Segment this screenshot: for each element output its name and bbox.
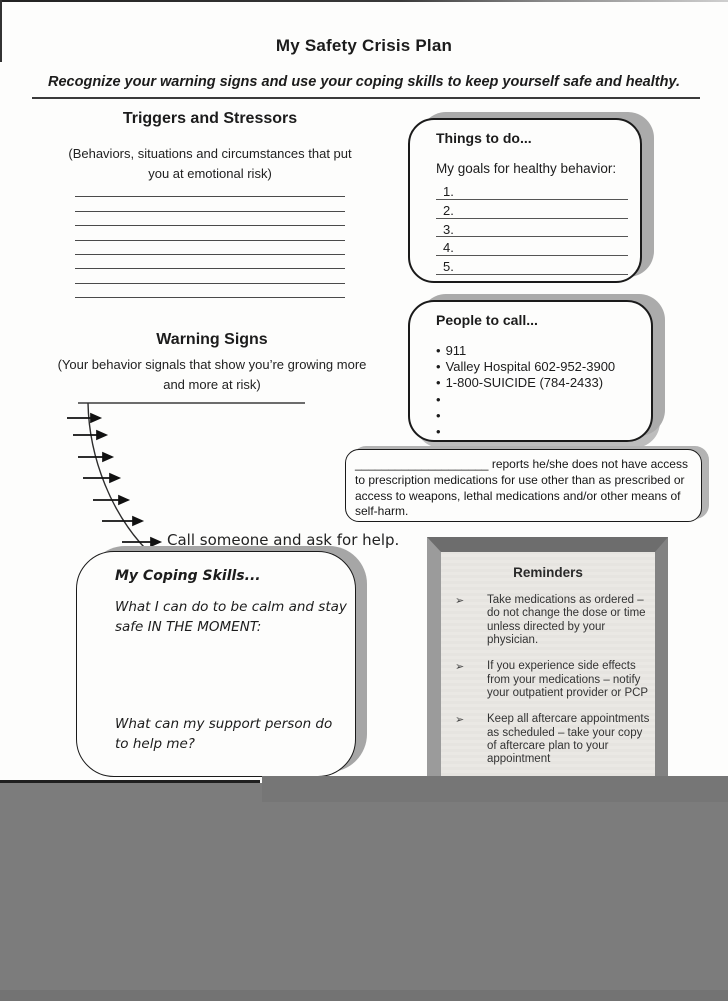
bullet-icon: •: [436, 343, 441, 358]
arrowhead-bullet-icon: ➢: [455, 595, 465, 607]
goals-list: [436, 181, 628, 275]
goal-number: 4.: [443, 240, 454, 256]
name-blank-line: ____________________: [355, 457, 489, 471]
coping-skills-box: [76, 551, 356, 777]
scan-black-line-artifact: [0, 780, 260, 783]
reminders-list: [441, 594, 655, 767]
arrowhead-bullet-icon: ➢: [455, 661, 465, 674]
goal-number: 3.: [443, 221, 454, 237]
coping-question-2: What can my support person do to help me?: [115, 716, 333, 752]
reminder-text: If you experience side effects from your medications – notify your outpatient provider or PCP: [487, 660, 649, 699]
reminders-box: [427, 537, 668, 797]
blank-writing-line: [75, 269, 345, 283]
access-statement-text: [355, 457, 692, 520]
reminder-item: [455, 594, 655, 647]
blank-writing-line: [75, 212, 345, 226]
goal-number: 5.: [443, 259, 454, 275]
access-statement-box: [345, 449, 702, 522]
phone-text: Valley Hospital 602-952-3900: [445, 359, 616, 375]
blank-writing-line: [75, 241, 345, 255]
blank-writing-line: [75, 183, 345, 197]
page-title: My Safety Crisis Plan: [275, 36, 453, 55]
blank-writing-line: [75, 226, 345, 240]
triggers-heading: Triggers and Stressors: [122, 110, 298, 127]
phone-item: [436, 375, 641, 391]
things-to-do-box: [408, 118, 642, 283]
phone-item: [436, 359, 641, 375]
bullet-icon: •: [436, 375, 441, 391]
triggers-subheading: (Behaviors, situations and circumstances that put you at emotional risk): [68, 146, 352, 182]
scan-gray-overlay-bottom: [0, 990, 728, 1001]
header-divider: [32, 97, 700, 99]
bullet-icon: •: [436, 424, 441, 440]
phone-item: [436, 424, 641, 440]
phone-text: 1-800-SUICIDE (784-2433): [445, 375, 604, 391]
people-to-call-heading: People to call...: [436, 312, 538, 328]
people-list: [436, 343, 641, 440]
scan-gray-overlay: [0, 783, 728, 1001]
reminder-item: [455, 713, 655, 766]
scan-gray-overlay-band: [262, 776, 728, 802]
triggers-blank-lines: [75, 183, 345, 298]
phone-item: [436, 343, 641, 359]
arrowhead-bullet-icon: ➢: [455, 714, 465, 727]
reminder-text: Take medications as ordered – do not change the dose or time unless directed by your physician.: [487, 594, 646, 646]
blank-writing-line: [75, 255, 345, 269]
access-statement-body: reports he/she does not have access to prescription medications for use other than as prescribed or access to weapons, lethal medications and/or other means of self-harm.: [355, 457, 688, 519]
goal-number: 2.: [443, 202, 454, 218]
goal-number: 1.: [443, 184, 454, 199]
warning-signs-heading: Warning Signs: [156, 331, 268, 348]
reminder-item: [455, 660, 655, 700]
goal-line: [436, 200, 628, 219]
blank-writing-line: [75, 284, 345, 298]
phone-item: [436, 408, 641, 424]
things-to-do-heading: Things to do...: [436, 130, 532, 146]
goal-line: [436, 256, 628, 275]
bullet-icon: •: [436, 391, 441, 407]
goal-line: [436, 237, 628, 256]
warning-signs-subheading: (Your behavior signals that show you’re growing more and more at risk): [57, 357, 367, 393]
people-to-call-box: [408, 300, 653, 442]
blank-writing-line: [75, 197, 345, 211]
bullet-icon: •: [436, 359, 441, 375]
phone-item: [436, 392, 641, 408]
bullet-icon: •: [436, 407, 441, 423]
reminders-heading: Reminders: [513, 565, 583, 580]
coping-question-1: What I can do to be calm and stay safe IN THE MOMENT:: [115, 599, 347, 635]
call-someone-text: Call someone and ask for help.: [167, 531, 400, 549]
reminder-text: Keep all aftercare appointments as scheduled – take your copy of aftercare plan to your appointment: [487, 713, 650, 766]
phone-text: 911: [445, 343, 467, 358]
goal-line: [436, 181, 628, 200]
scan-top-edge-artifact: [0, 0, 728, 2]
page-subtitle: Recognize your warning signs and use your coping skills to keep yourself safe and healthy.: [48, 74, 680, 90]
coping-skills-heading: My Coping Skills...: [115, 568, 261, 584]
goals-intro: My goals for healthy behavior:: [436, 161, 617, 176]
goal-line: [436, 219, 628, 238]
